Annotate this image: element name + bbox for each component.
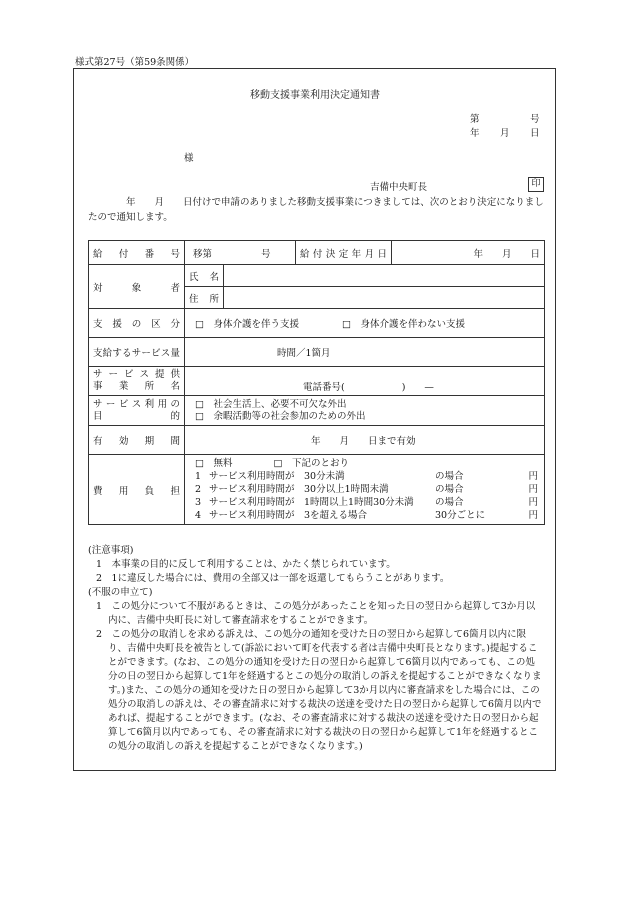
hiyo-row-text: サービス利用時間が 30分以上1時間未満: [209, 484, 389, 495]
hiyo-row-text: サービス利用時間が 1時間以上1時間30分未満: [209, 497, 414, 508]
shien-option-shintai-kaigo[interactable]: □ 身体介護を伴う支援: [195, 319, 299, 330]
hiyo-row-yen: 円: [528, 484, 538, 495]
hiyo-row-case: の場合: [435, 497, 464, 508]
hiyo-row-text: サービス利用時間が 3を超える場合: [209, 510, 368, 521]
document-title: 移動支援事業利用決定通知書: [250, 90, 380, 101]
hiyo-row: [195, 509, 538, 522]
hiyo-row-yen: 円: [528, 510, 538, 521]
shimei-label: 氏名: [185, 265, 224, 287]
shimei-value[interactable]: [224, 265, 545, 287]
service-ryo-label: 支給するサービス量: [89, 338, 185, 367]
hiyo-row-text: サービス利用時間が 30分未満: [209, 471, 345, 482]
kyufu-bango-label: 給付番号: [89, 241, 185, 265]
hiyo-row-no: 3: [195, 497, 202, 508]
kyufu-bango-prefix: 移第: [193, 248, 213, 260]
jigyosho-label: [89, 367, 185, 396]
kyufu-bango-value: [185, 241, 296, 265]
hiyo-row: [195, 470, 538, 483]
hiyo-row: [195, 496, 538, 509]
hiyo-rows: [195, 470, 538, 522]
kyufu-kettei-value: 年 月 日: [392, 241, 545, 265]
yuko-kikan-label: 有効期間: [89, 426, 185, 455]
hiyo-row-no: 4: [195, 510, 202, 521]
shien-option-shintai-kaigo-nashi[interactable]: □ 身体介護を伴わない支援: [342, 319, 465, 330]
hiyo-row-yen: 円: [528, 471, 538, 482]
hiyo-option-kaki[interactable]: □ 下記のとおり: [273, 458, 349, 469]
table-spacer: [89, 525, 545, 538]
mokuteki-option-yoka-katsudo[interactable]: □ 余暇活動等の社会参加のための外出: [195, 410, 366, 422]
issuer-name: 吉備中央町長: [370, 182, 428, 193]
hiyo-row-case: の場合: [435, 471, 464, 482]
kyufu-bango-go: 号: [261, 248, 271, 260]
fufuku-item-1: 1 この処分について不服があるときは、この処分があったことを知った日の翌日から起算して3か月以内に、吉備中央町長に対して審査請求をすることができます。: [96, 601, 536, 626]
hiyo-option-muryo[interactable]: □ 無料: [195, 458, 233, 469]
shien-kubun-label: 支援の区分: [89, 309, 185, 338]
riyo-mokuteki-options: [185, 396, 545, 426]
jigyosho-phone: 電話番号( ) —: [185, 367, 545, 396]
form-number: 様式第27号（第59条関係）: [75, 57, 195, 68]
date-day-label: 日: [530, 128, 540, 139]
jigyosho-label-line1: サービス提供: [93, 369, 180, 380]
number-label-dai: 第: [470, 114, 480, 125]
date-year-label: 年: [470, 128, 480, 139]
fufuku-item-2: 2 この処分の取消しを求める訴えは、この処分の通知を受けた日の翌日から起算して6箇月以内に限り、吉備中央町長を被告として(訴訟において町を代表する者は吉備中央町長となります。)提起することができます。(なお、この処分の通知を受けた日の翌日から起算して6箇月以内であっても、この処分の日の翌日から起算して1年を経過するとこの処分の取消しの訴えを提起することができなくなります。)また、この処分の通知を受けた日の翌日から起算して3か月以内に審査請求をした場合には、この処分の取消しの訴えは、その審査請求に対する裁決の送達を受けた日の翌日から起算して6箇月以内であれば、提起することができます。(なお、その審査請求に対する裁決の送達を受けた日の翌日から起算して6箇月以内であっても、その審査請求に対する裁決の日の翌日から起算して1年を経過するとこの処分の取消しの訴えを提起することができなくなります。): [96, 629, 542, 752]
kyufu-kettei-label: 給付決定年月日: [296, 241, 392, 265]
seal-mark: 印: [528, 177, 544, 192]
shien-kubun-options: [185, 309, 545, 338]
notes-section: [88, 544, 544, 754]
date-month-label: 月: [500, 128, 510, 139]
number-label-go: 号: [530, 114, 540, 125]
chui-heading: (注意事項): [88, 545, 134, 556]
hiyo-row-no: 1: [195, 471, 202, 482]
hiyo-row: [195, 483, 538, 496]
chui-item-1: 1 本事業の目的に反して利用することは、かたく禁じられています。: [96, 559, 396, 570]
hiyo-futan-options: [185, 455, 545, 525]
yuko-kikan-value: 年 月 日まで有効: [185, 426, 545, 455]
jusho-value[interactable]: [224, 287, 545, 309]
intro-paragraph: 年 月 日付けで申請のありました移動支援事業につきましては、次のとおり決定になりましたので通知します。: [88, 197, 544, 223]
chui-item-2: 2 1に違反した場合には、費用の全部又は一部を返還してもらうことがあります。: [96, 573, 450, 584]
hiyo-row-no: 2: [195, 484, 202, 495]
hiyo-row-yen: 円: [528, 497, 538, 508]
jigyosho-label-line2: 事業所名: [93, 381, 180, 392]
hiyo-option-row: [195, 457, 538, 470]
decision-table: [88, 240, 545, 538]
addressee-sama: 様: [184, 153, 194, 164]
jusho-label: 住所: [185, 287, 224, 309]
hiyo-row-case: の場合: [435, 484, 464, 495]
service-ryo-value: 時間／1箇月: [185, 338, 545, 367]
taishosha-label: 対象者: [89, 265, 185, 309]
hiyo-futan-label: 費用負担: [89, 455, 185, 525]
fufuku-heading: (不服の申立て): [88, 587, 153, 598]
mokuteki-option-shakai-seikatsu[interactable]: □ 社会生活上、必要不可欠な外出: [195, 398, 347, 410]
riyo-mokuteki-label-line2: 目的: [93, 410, 180, 422]
riyo-mokuteki-label-line1: サービス利用の: [93, 398, 180, 410]
hiyo-row-case: 30分ごとに: [435, 510, 486, 521]
riyo-mokuteki-label: [89, 396, 185, 426]
